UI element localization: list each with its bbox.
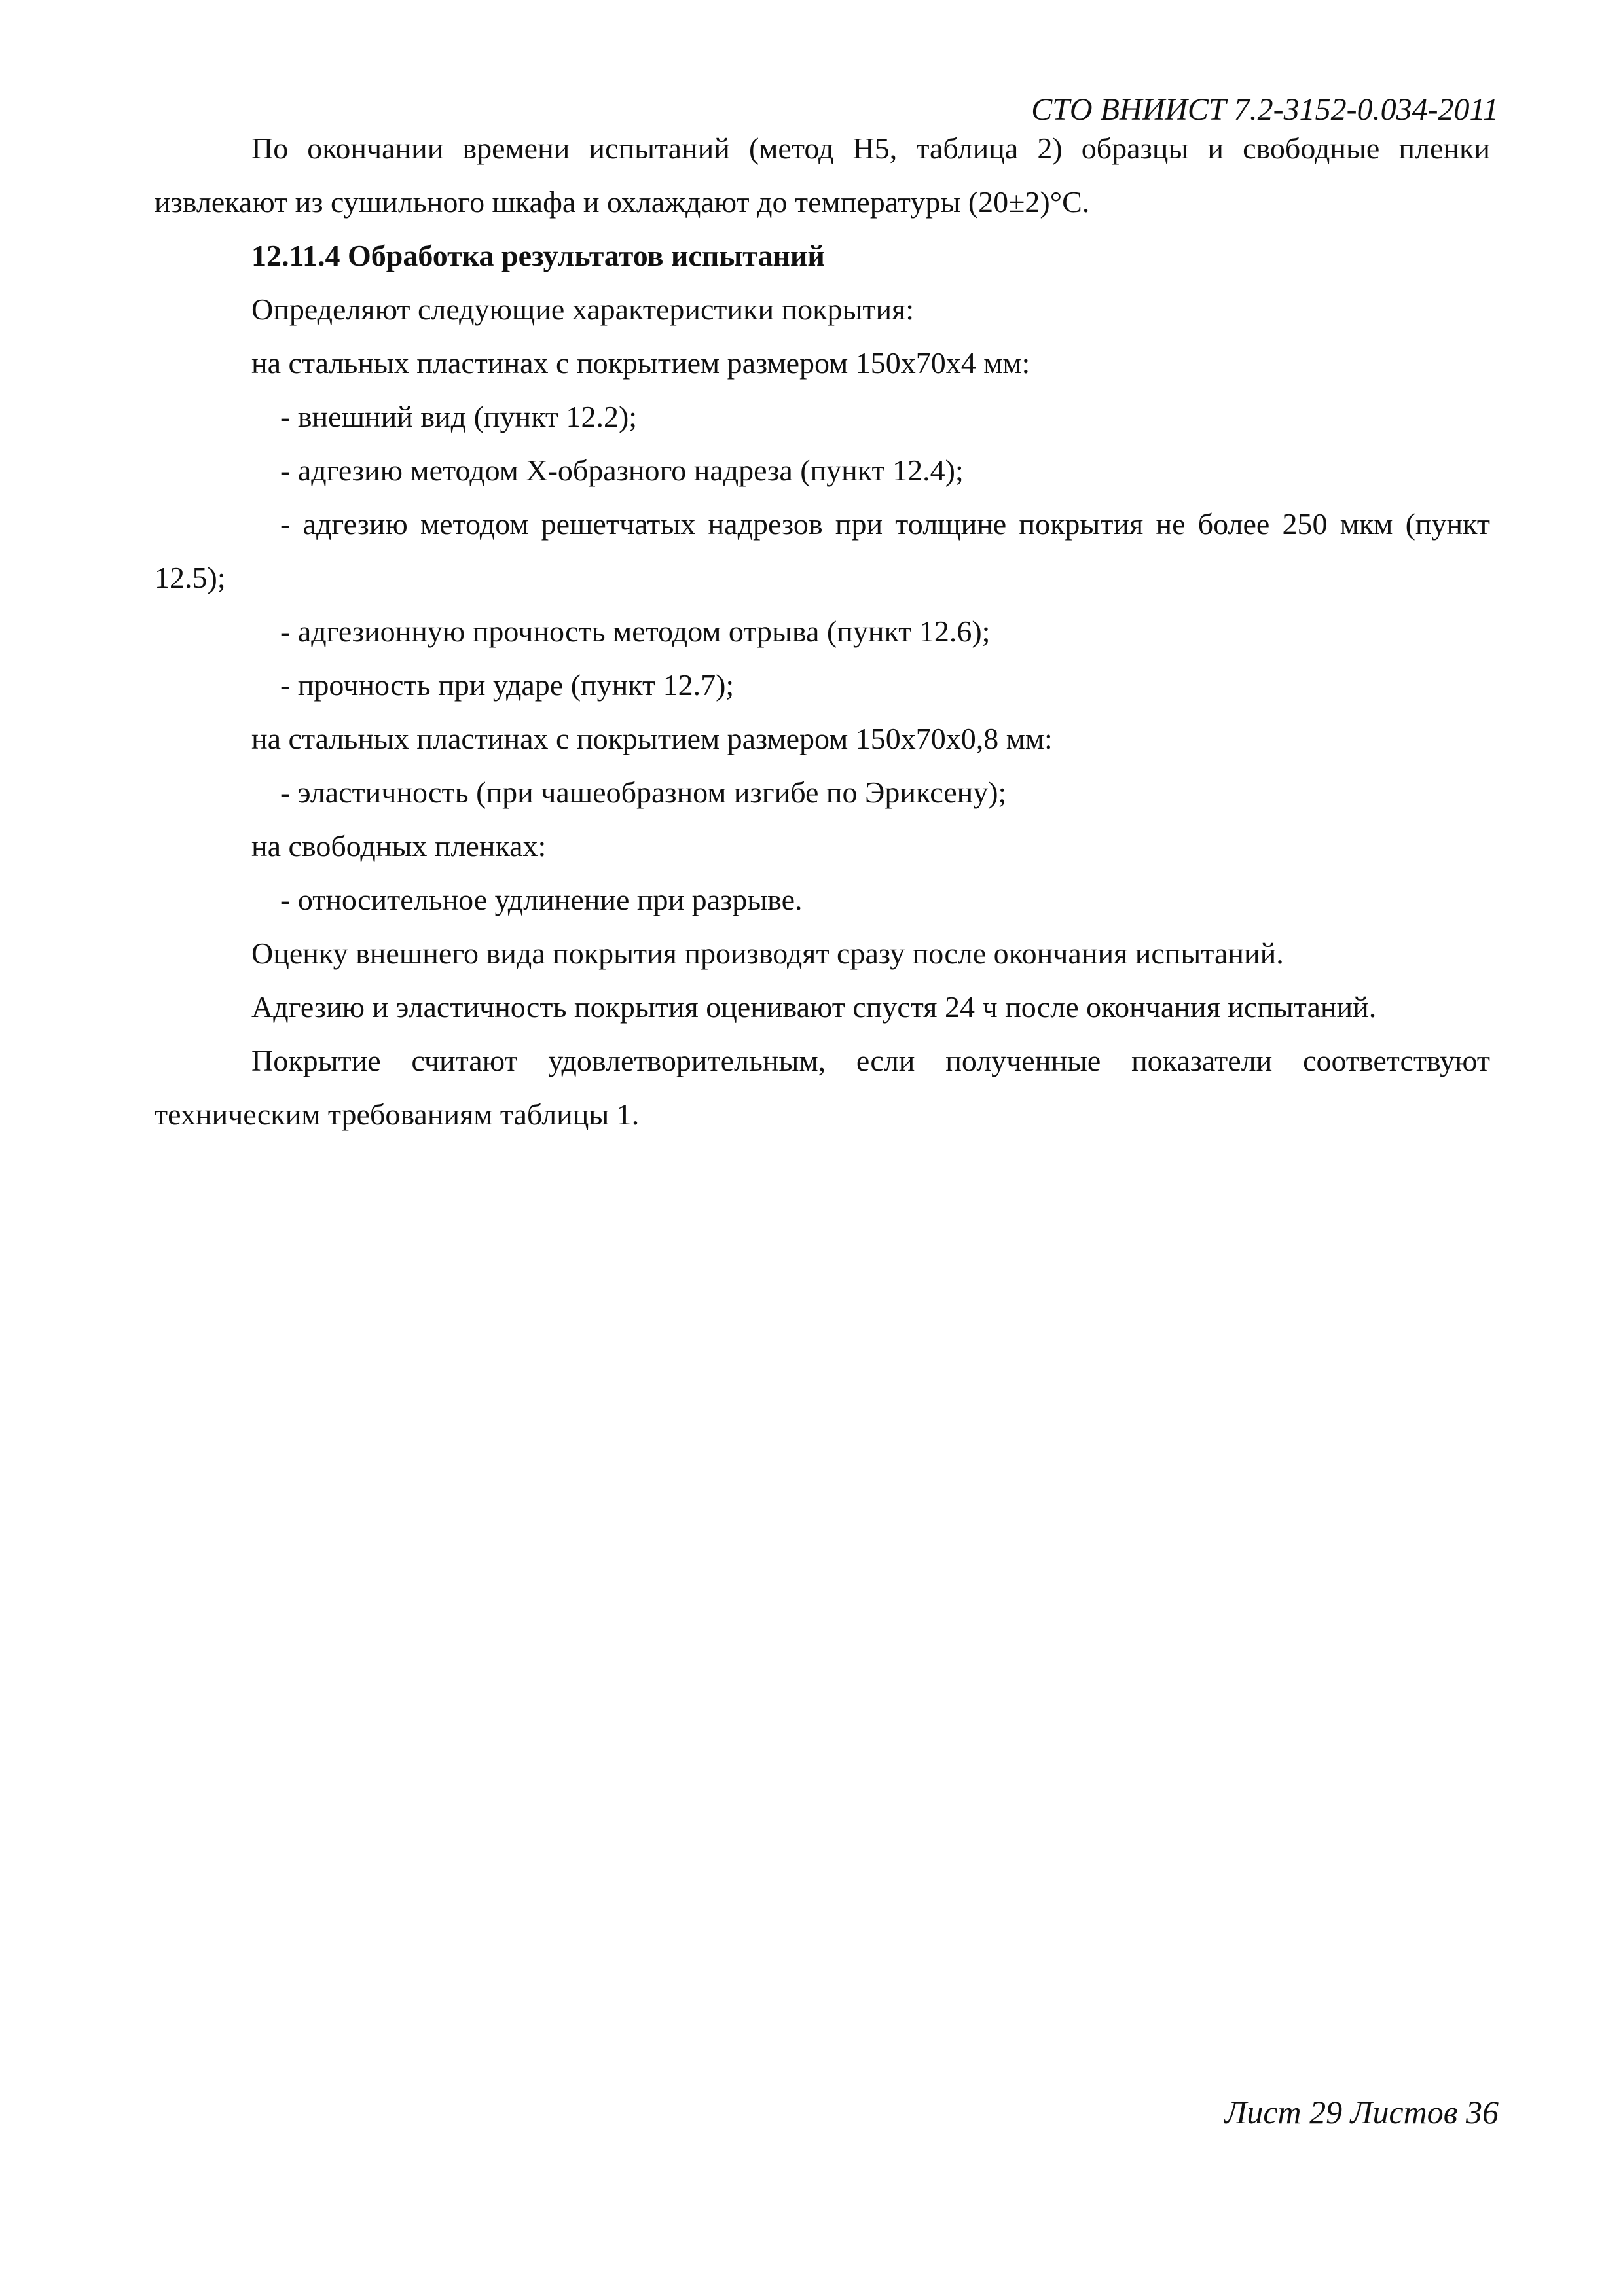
list-group-free-films: на свободных пленках: (251, 829, 547, 863)
sheet-number-footer: Лист 29 Листов 36 (1224, 2094, 1499, 2130)
list-intro: Определяют следующие характеристики покрытия: (251, 293, 915, 326)
document-code-header: СТО ВНИИСТ 7.2-3152-0.034-2011 (1031, 92, 1499, 127)
list-item-elasticity: - эластичность (при чашеобразном изгибе по Эриксену); (280, 776, 1007, 809)
list-item-elongation: - относительное удлинение при разрыве. (280, 883, 803, 916)
list-group-plates-4mm: на стальных пластинах с покрытием размером 150x70x4 мм: (251, 346, 1030, 380)
list-item-adhesion-x-cut: - адгезию методом Х-образного надреза (пункт 12.4); (280, 454, 964, 487)
paragraph-adhesion-evaluation: Адгезию и эластичность покрытия оценивают спустя 24 ч после окончания испытаний. (251, 990, 1377, 1024)
paragraph-satisfactory-criteria: Покрытие считают удовлетворительным, если полученные показатели соответствуют техническим требованиям таблицы 1. (155, 1044, 1490, 1131)
list-item-appearance: - внешний вид (пункт 12.2); (280, 400, 638, 433)
list-item-adhesion-lattice: - адгезию методом решетчатых надрезов при толщине покрытия не более 250 мкм (пункт 12.5); (155, 507, 1490, 594)
list-item-impact-strength: - прочность при ударе (пункт 12.7); (280, 668, 735, 702)
list-group-plates-0-8mm: на стальных пластинах с покрытием размером 150x70x0,8 мм: (251, 722, 1053, 755)
paragraph-appearance-evaluation: Оценку внешнего вида покрытия производят сразу после окончания испытаний. (251, 937, 1284, 970)
list-item-pull-off-strength: - адгезионную прочность методом отрыва (пункт 12.6); (280, 615, 991, 648)
paragraph-test-end: По окончании времени испытаний (метод Н5, таблица 2) образцы и свободные пленки извлекают из сушильного шкафа и охлаждают до температуры (20±2)°С. (155, 132, 1490, 219)
document-body (155, 122, 1490, 1141)
section-heading: 12.11.4 Обработка результатов испытаний (251, 239, 825, 272)
